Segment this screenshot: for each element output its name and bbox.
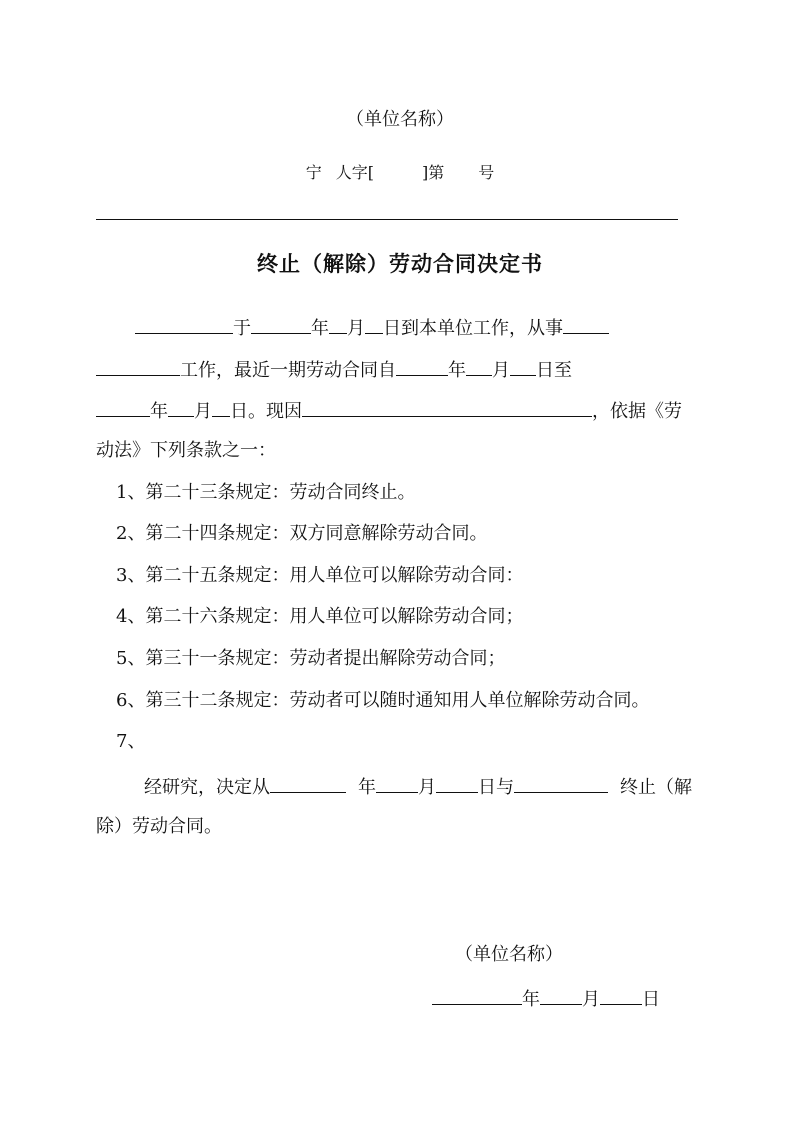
body-line-3 — [96, 398, 682, 423]
text-year: 年 — [448, 360, 466, 381]
blank-contract-end-day[interactable] — [212, 398, 230, 417]
doc-no-suffix: 号 — [478, 163, 495, 182]
clause-item: 1、第二十三条规定：劳动合同终止。 — [116, 482, 416, 503]
blank-reason[interactable] — [302, 398, 592, 417]
blank-start-month[interactable] — [329, 315, 347, 334]
document-title: 终止（解除）劳动合同决定书 — [257, 251, 543, 276]
text-month: 月 — [194, 401, 212, 422]
body-line-1 — [135, 315, 609, 340]
blank-sign-month[interactable] — [540, 986, 582, 1005]
blank-party-name[interactable] — [514, 774, 608, 793]
blank-start-day[interactable] — [365, 315, 383, 334]
text-year: 年 — [522, 989, 540, 1010]
text-month: 月 — [418, 777, 436, 798]
blank-decision-year[interactable] — [270, 774, 346, 793]
text-according-to: ，依据《劳 — [592, 401, 682, 422]
decision-line-cont: 除）劳动合同。 — [96, 816, 222, 837]
text-work-contract-from: 工作，最近一期劳动合同自 — [180, 360, 396, 381]
text-terminate: 终止（解 — [620, 777, 692, 798]
body-line-4: 动法》下列条款之一： — [96, 440, 276, 461]
blank-contract-end-month[interactable] — [168, 398, 194, 417]
text-day-with: 日与 — [478, 777, 514, 798]
text-year: 年 — [358, 777, 376, 798]
clause-item: 3、第二十五条规定：用人单位可以解除劳动合同： — [116, 565, 524, 586]
clause-item: 5、第三十一条规定：劳动者提出解除劳动合同； — [116, 648, 506, 669]
text-month: 月 — [582, 989, 600, 1010]
clause-item: 2、第二十四条规定：双方同意解除劳动合同。 — [116, 523, 488, 544]
blank-decision-day[interactable] — [436, 774, 478, 793]
header-divider — [96, 219, 678, 220]
signature-date — [432, 985, 660, 1011]
blank-contract-start-year[interactable] — [396, 357, 448, 376]
blank-decision-month[interactable] — [376, 774, 418, 793]
text-day: 日 — [642, 989, 660, 1010]
blank-job-title-a[interactable] — [563, 315, 609, 334]
text-yu: 于 — [233, 318, 251, 339]
body-line-2 — [96, 357, 572, 382]
text-day-to: 日至 — [536, 360, 572, 381]
text-day-now-because: 日。现因 — [230, 401, 302, 422]
text-month: 月 — [492, 360, 510, 381]
document-number — [0, 160, 800, 183]
text-day-to-work: 日到本单位工作，从事 — [383, 318, 563, 339]
doc-no-prefix: 宁 — [305, 163, 322, 182]
blank-contract-start-day[interactable] — [510, 357, 536, 376]
text-year: 年 — [150, 401, 168, 422]
blank-job-title-b[interactable] — [96, 357, 180, 376]
blank-contract-end-year[interactable] — [96, 398, 150, 417]
clause-item: 7、 — [116, 731, 146, 752]
text-year: 年 — [311, 318, 329, 339]
doc-no-bracket-close: ]第 — [422, 163, 445, 182]
clause-item: 4、第二十六条规定：用人单位可以解除劳动合同； — [116, 606, 524, 627]
decision-line — [144, 774, 692, 799]
text-month: 月 — [347, 318, 365, 339]
doc-no-mid: 人字[ — [335, 163, 374, 182]
blank-start-year[interactable] — [251, 315, 311, 334]
clause-item: 6、第三十二条规定：劳动者可以随时通知用人单位解除劳动合同。 — [116, 690, 650, 711]
signature-unit-name: （单位名称） — [455, 944, 563, 965]
unit-name-header: （单位名称） — [346, 109, 454, 130]
text-decision-from: 经研究，决定从 — [144, 777, 270, 798]
blank-contract-start-month[interactable] — [466, 357, 492, 376]
blank-sign-day[interactable] — [600, 986, 642, 1005]
blank-employee-name[interactable] — [135, 315, 233, 334]
blank-sign-year[interactable] — [432, 986, 522, 1005]
